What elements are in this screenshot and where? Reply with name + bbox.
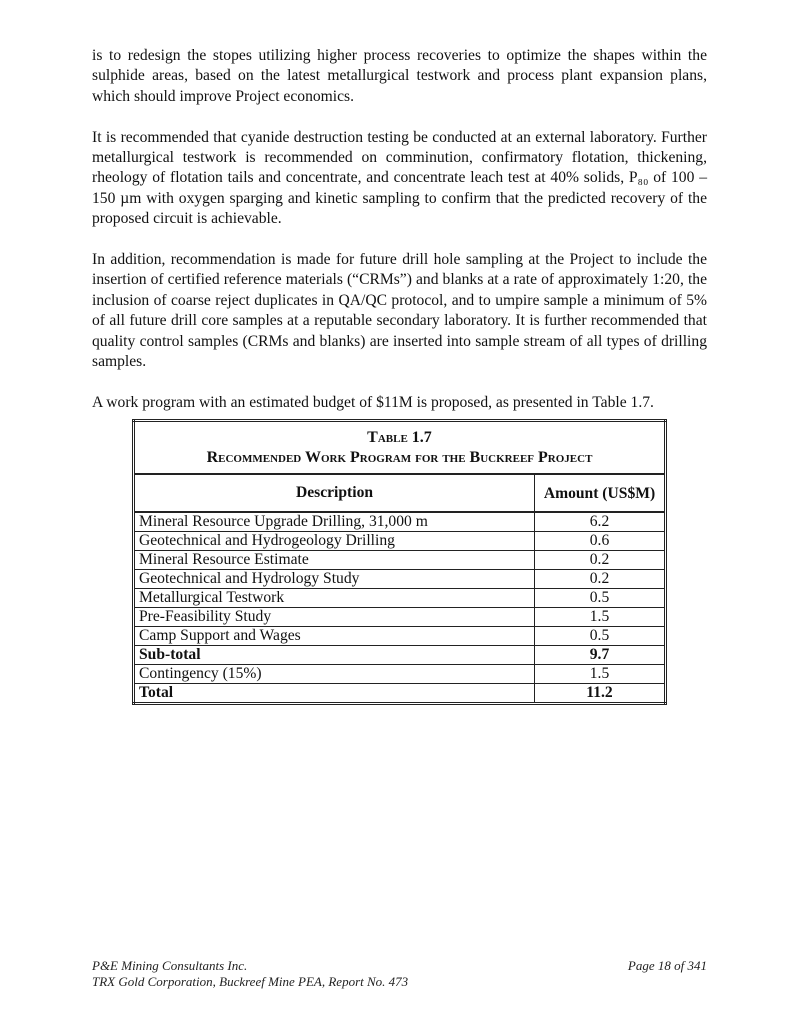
- table-row: [134, 570, 666, 589]
- table-caption: [134, 421, 666, 475]
- row-amount: 11.2: [535, 684, 666, 704]
- paragraph: In addition, recommendation is made for future drill hole sampling at the Project to include the insertion of certified reference materials (“CRMs”) and blanks at a rate of approximately 1:20, the inclusion of coarse reject duplicates in QA/QC protocol, and to umpire sample a minimum of 5% of all future drill core samples at a reputable secondary laboratory. It is further recommended that quality control samples (CRMs and blanks) are inserted into sample stream of all types of drilling samples.: [92, 251, 707, 371]
- table-row: [134, 665, 666, 684]
- table-row: [134, 512, 666, 532]
- paragraph: It is recommended that cyanide destruction testing be conducted at an external laboratory. Further metallurgical testwork is recommended on comminution, confirmatory flotation, thickening, rheology of flotation tails and concentrate, and concentrate leach test at 40% solids, P₈₀ of 100 – 150 µm with oxygen sparging and kinetic sampling to confirm that the predicted recovery of the proposed circuit is achievable.: [92, 128, 707, 228]
- table-number: Table 1.7: [367, 429, 432, 446]
- row-amount: 0.6: [535, 532, 666, 551]
- table-row: [134, 608, 666, 627]
- row-description: Geotechnical and Hydrogeology Drilling: [134, 532, 535, 551]
- row-description: Contingency (15%): [134, 665, 535, 684]
- row-description: Pre-Feasibility Study: [134, 608, 535, 627]
- row-description: Metallurgical Testwork: [134, 589, 535, 608]
- row-amount: 0.5: [535, 627, 666, 646]
- row-amount: 9.7: [535, 646, 666, 665]
- work-program-table: [132, 419, 667, 705]
- footer-company: P&E Mining Consultants Inc.: [92, 958, 248, 973]
- body-text: [92, 46, 707, 434]
- row-amount: 0.5: [535, 589, 666, 608]
- paragraph: is to redesign the stopes utilizing higher process recoveries to optimize the shapes within the sulphide areas, based on the latest metallurgical testwork and process plant expansion plans, which should improve Project economics.: [92, 47, 707, 105]
- table-row: [134, 551, 666, 570]
- header-amount: Amount (US$M): [535, 474, 666, 512]
- row-amount: 1.5: [535, 665, 666, 684]
- footer-page-number: Page 18 of 341: [627, 958, 707, 973]
- table-title: Recommended Work Program for the Buckreef Project: [206, 449, 593, 466]
- row-description: Geotechnical and Hydrology Study: [134, 570, 535, 589]
- row-amount: 0.2: [535, 570, 666, 589]
- page-footer: [92, 958, 707, 990]
- table-row: [134, 627, 666, 646]
- table-row: [134, 589, 666, 608]
- paragraph: A work program with an estimated budget of $11M is proposed, as presented in Table 1.7.: [92, 393, 654, 411]
- header-description: Description: [134, 474, 535, 512]
- row-amount: 6.2: [535, 512, 666, 532]
- row-description: Mineral Resource Estimate: [134, 551, 535, 570]
- row-amount: 0.2: [535, 551, 666, 570]
- row-description: Camp Support and Wages: [134, 627, 535, 646]
- table-row: [134, 646, 666, 665]
- table-row: [134, 684, 666, 704]
- row-description: Total: [134, 684, 535, 704]
- row-description: Sub-total: [134, 646, 535, 665]
- table-row: [134, 532, 666, 551]
- row-amount: 1.5: [535, 608, 666, 627]
- footer-report: TRX Gold Corporation, Buckreef Mine PEA, Report No. 473: [92, 974, 409, 989]
- row-description: Mineral Resource Upgrade Drilling, 31,000 m: [134, 512, 535, 532]
